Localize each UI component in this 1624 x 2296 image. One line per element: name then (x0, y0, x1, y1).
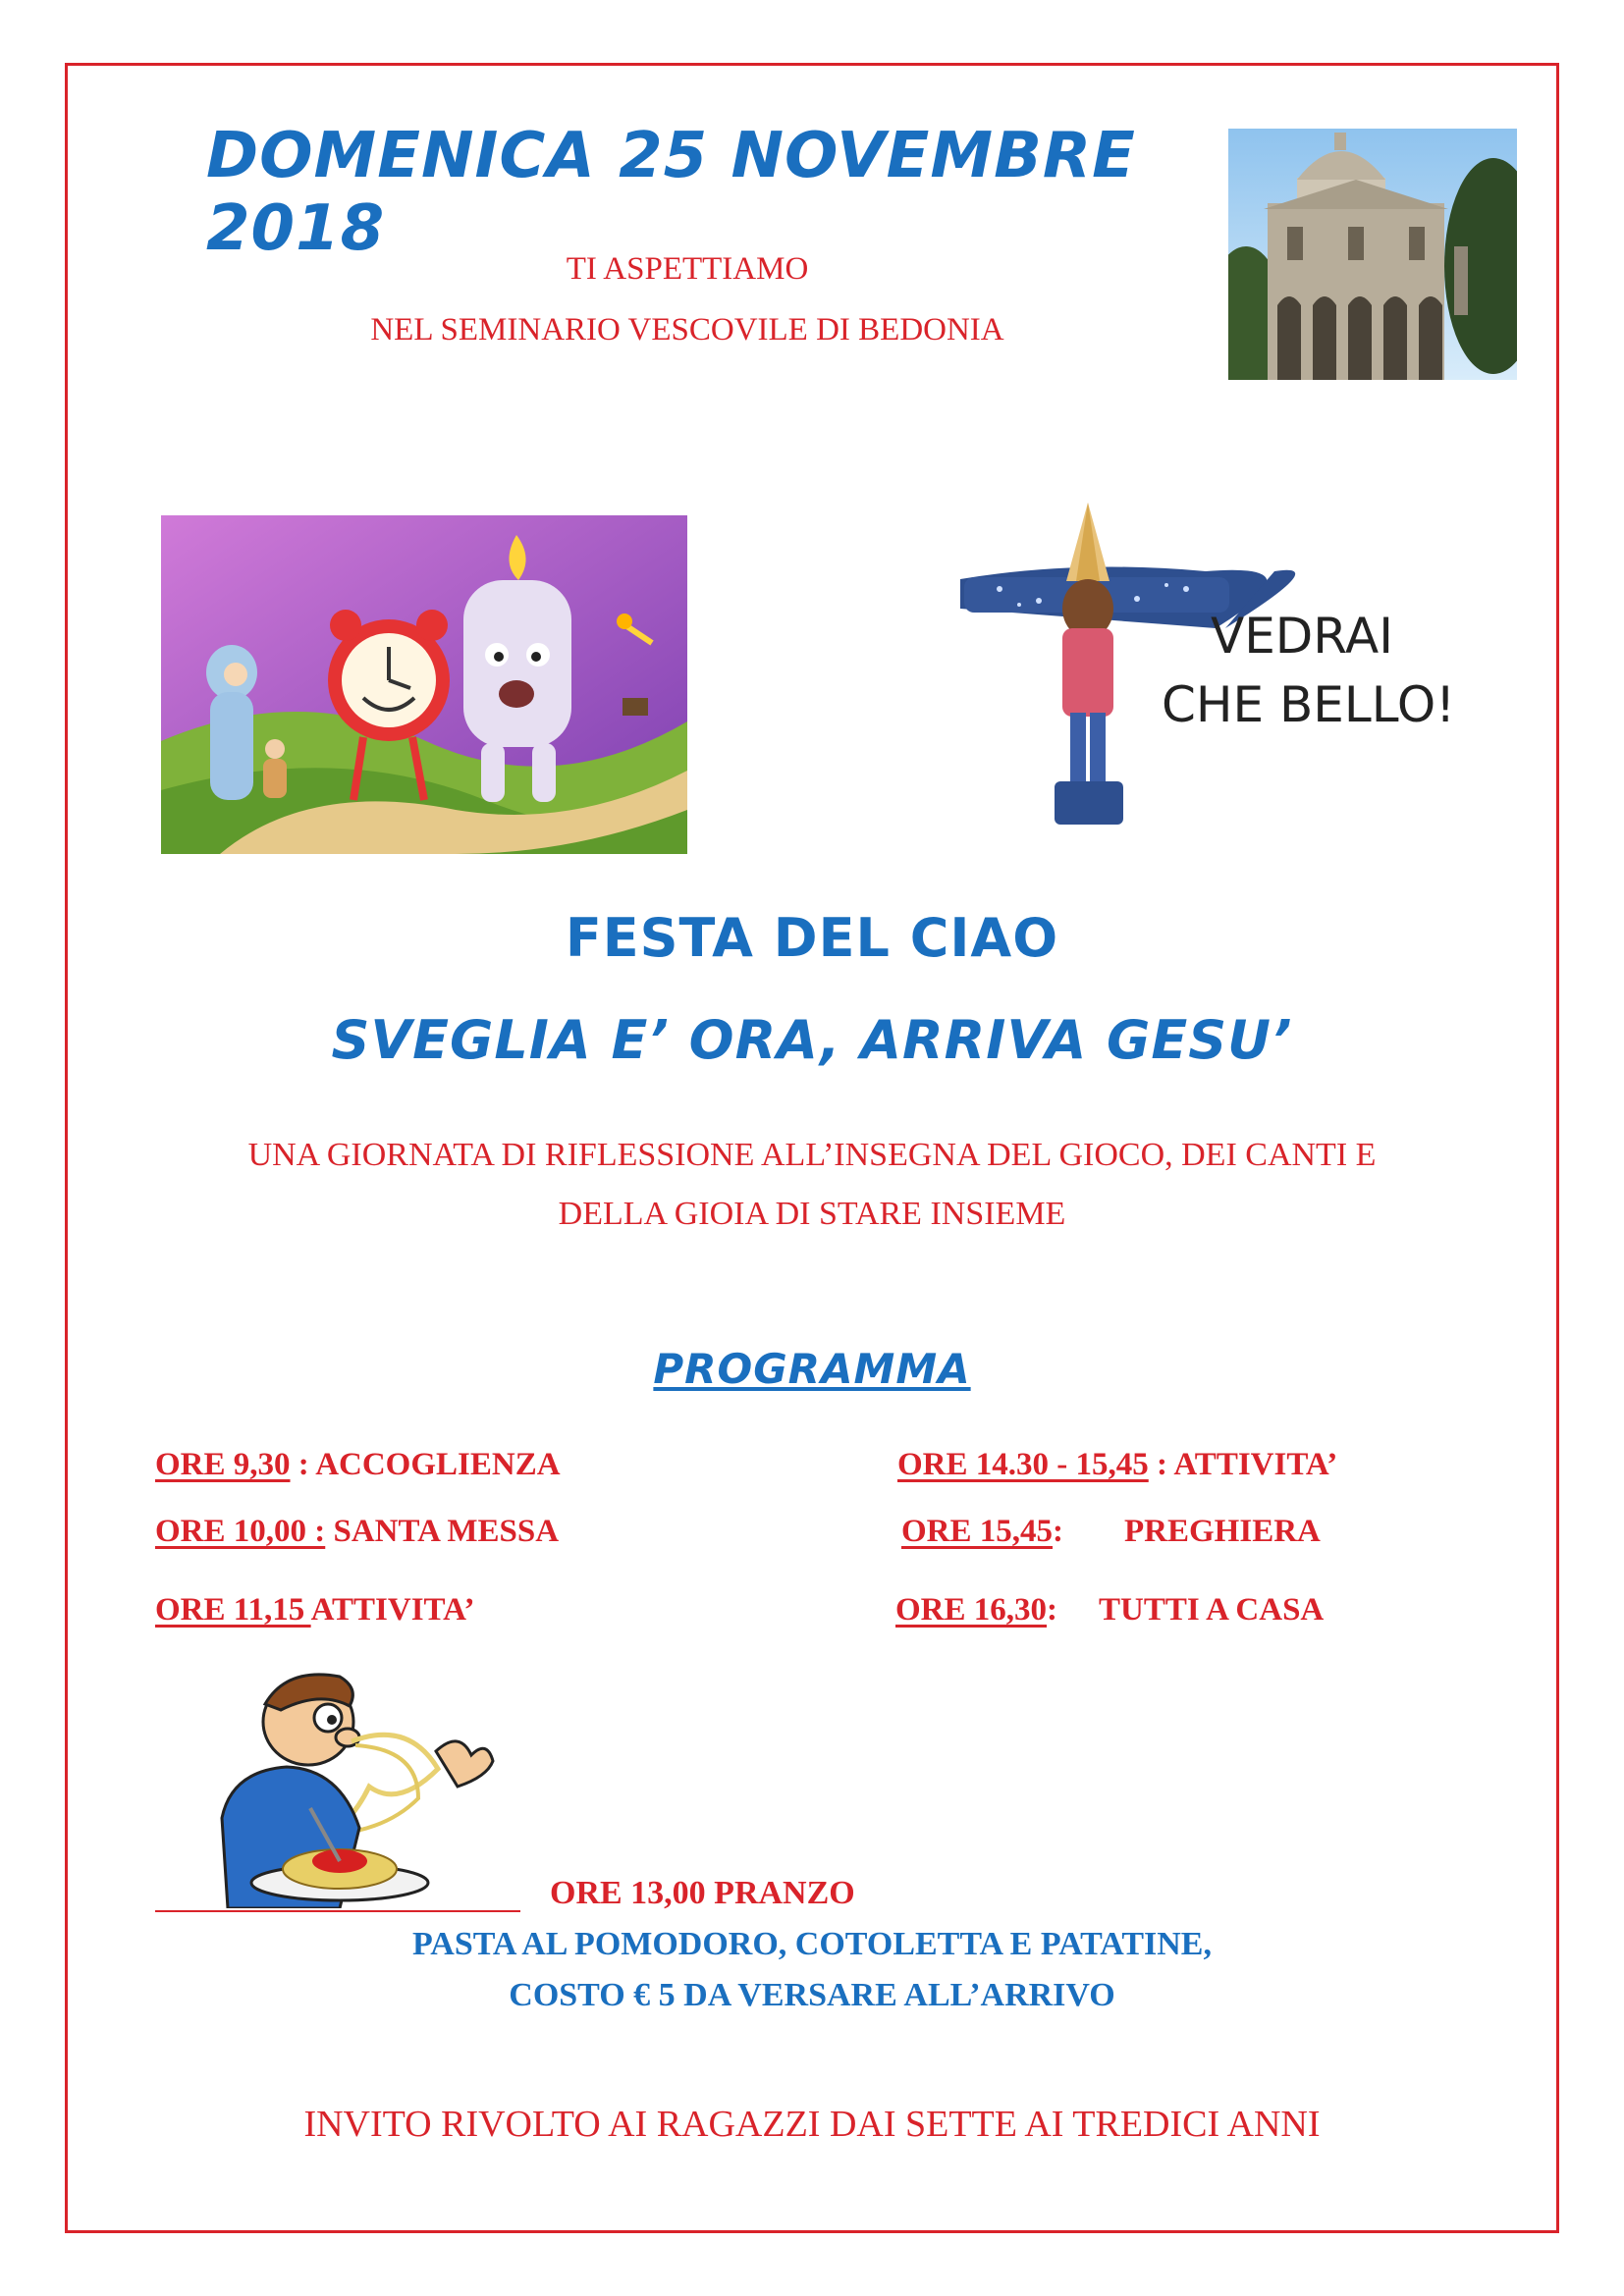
program-separator (325, 1514, 333, 1549)
lunch-time: ORE 13,00 PRANZO (550, 1875, 855, 1911)
program-separator: : (1148, 1447, 1174, 1482)
programma-title: PROGRAMMA (653, 1345, 971, 1393)
event-subtitle: SVEGLIA E’ ORA, ARRIVA GESU’ (331, 1009, 1293, 1071)
candle-clock-illustration (161, 515, 687, 854)
program-time: ORE 10,00 : (155, 1514, 326, 1549)
welcome-line-2: NEL SEMINARIO VESCOVILE DI BEDONIA (370, 312, 1004, 347)
program-item (155, 1447, 561, 1483)
intro-line-1: UNA GIORNATA DI RIFLESSIONE ALL’INSEGNA DEL GIOCO, DEI CANTI E (247, 1137, 1377, 1173)
program-item (897, 1447, 1337, 1483)
program-separator: : (1047, 1592, 1058, 1628)
program-item (155, 1514, 559, 1550)
program-separator: : (1053, 1514, 1064, 1549)
lunch-menu: PASTA AL POMODORO, COTOLETTA E PATATINE, (412, 1926, 1212, 1962)
program-time: ORE 15,45 (901, 1514, 1054, 1549)
logo-text-line-2: CHE BELLO! (1162, 676, 1456, 733)
pasta-eater-illustration (192, 1661, 526, 1908)
program-activity: ATTIVITA’ (1173, 1447, 1338, 1482)
divider-line (155, 1910, 520, 1912)
invite-text: INVITO RIVOLTO AI RAGAZZI DAI SETTE AI TREDICI ANNI (303, 2104, 1321, 2145)
event-title: FESTA DEL CIAO (565, 907, 1059, 969)
date-title: DOMENICA 25 NOVEMBRE 2018 (206, 120, 1136, 265)
program-item (895, 1592, 1324, 1629)
vedrai-che-bello-logo (960, 491, 1473, 854)
program-activity: ATTIVITA’ (310, 1592, 475, 1628)
program-time: ORE 14.30 - 15,45 (897, 1447, 1149, 1482)
program-time: ORE 16,30 (895, 1592, 1048, 1628)
lunch-cost: COSTO € 5 DA VERSARE ALL’ARRIVO (509, 1977, 1115, 2013)
welcome-line-1: TI ASPETTIAMO (566, 251, 809, 287)
program-time: ORE 9,30 (155, 1447, 291, 1482)
program-item (155, 1592, 474, 1629)
program-item (901, 1514, 1321, 1550)
church-photo (1228, 129, 1517, 380)
program-time: ORE 11,15 (155, 1592, 311, 1628)
program-activity: PREGHIERA (1124, 1514, 1321, 1549)
program-activity: TUTTI A CASA (1099, 1592, 1325, 1628)
program-activity: SANTA MESSA (333, 1514, 560, 1549)
program-activity: ACCOGLIENZA (315, 1447, 561, 1482)
program-separator: : (290, 1447, 316, 1482)
intro-line-2: DELLA GIOIA DI STARE INSIEME (558, 1196, 1066, 1232)
logo-text-line-1: VEDRAI (1211, 608, 1393, 665)
